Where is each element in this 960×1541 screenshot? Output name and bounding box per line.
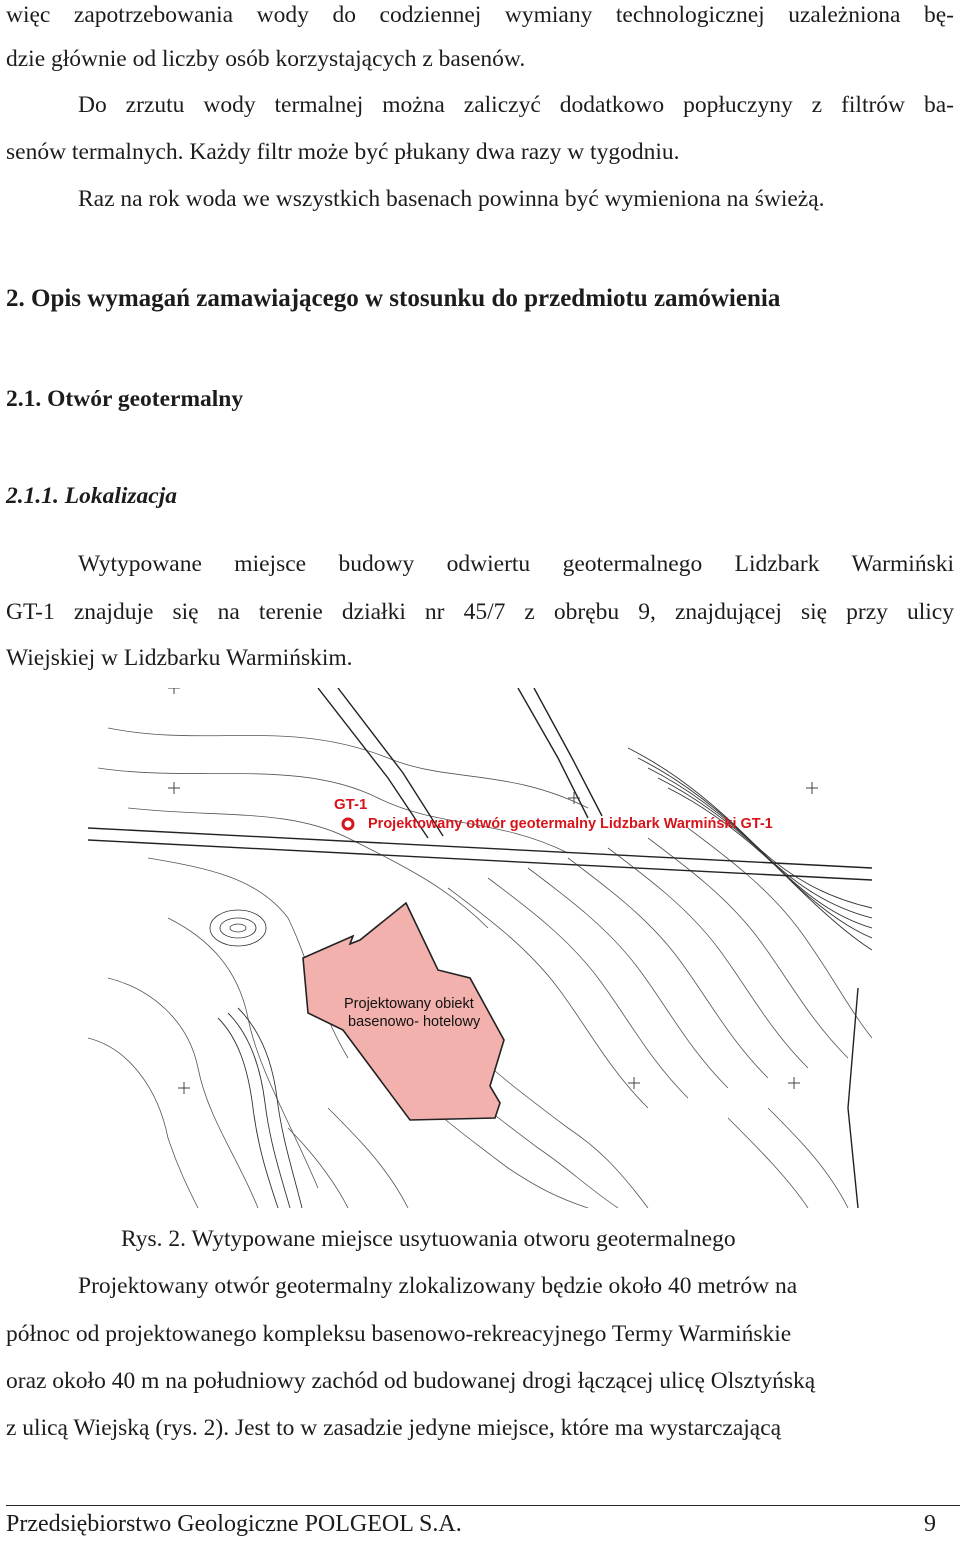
subsection-heading: 2.1. Otwór geotermalny: [6, 386, 244, 412]
text-line: Projektowany otwór geotermalny zlokalizowany będzie około 40 metrów na: [78, 1273, 798, 1299]
text-line: więc zapotrzebowania wody do codziennej wymiany technologicznej uzależniona bę-: [6, 2, 954, 28]
site-map-figure: [88, 688, 872, 1208]
text-line: Wytypowane miejsce budowy odwiertu geotermalnego Lidzbark Warmiński: [78, 551, 954, 577]
text-line: Raz na rok woda we wszystkich basenach powinna być wymieniona na świeżą.: [78, 186, 825, 212]
site-map-drawing: [88, 688, 872, 1208]
subsubsection-heading: 2.1.1. Lokalizacja: [6, 483, 178, 509]
footer-divider: [6, 1505, 960, 1506]
text-line: z ulicą Wiejską (rys. 2). Jest to w zasadzie jedyne miejsce, które ma wystarczającą: [6, 1415, 782, 1441]
well-description-label: Projektowany otwór geotermalny Lidzbark Warmiński GT-1: [368, 816, 773, 832]
figure-caption: Rys. 2. Wytypowane miejsce usytuowania otworu geotermalnego: [121, 1226, 736, 1252]
text-line: Wiejskiej w Lidzbarku Warmińskim.: [6, 645, 353, 671]
section-heading: 2. Opis wymagań zamawiającego w stosunku do przedmiotu zamówienia: [6, 285, 781, 312]
contour-lines: [88, 728, 872, 1208]
text-line: senów termalnych. Każdy filtr może być płukany dwa razy w tygodniu.: [6, 139, 680, 165]
road-lines: [88, 688, 872, 1208]
building-label-line1: Projektowany obiekt: [344, 996, 474, 1012]
well-id-label: GT-1: [334, 796, 368, 813]
page-number: 9: [924, 1511, 936, 1537]
well-marker-icon: [343, 819, 353, 829]
text-line: GT-1 znajduje się na terenie działki nr 45/7 z obrębu 9, znajdującej się przy ulicy: [6, 599, 954, 625]
footer-company: Przedsiębiorstwo Geologiczne POLGEOL S.A.: [6, 1511, 462, 1537]
text-line: oraz około 40 m na południowy zachód od budowanej drogi łączącej ulicę Olsztyńską: [6, 1368, 816, 1394]
text-line: północ od projektowanego kompleksu basenowo-rekreacyjnego Termy Warmińskie: [6, 1321, 792, 1347]
text-line: Do zrzutu wody termalnej można zaliczyć dodatkowo popłuczyny z filtrów ba-: [78, 92, 954, 118]
building-label-line2: basenowo- hotelowy: [348, 1014, 481, 1030]
text-line: dzie głównie od liczby osób korzystających z basenów.: [6, 46, 526, 72]
hill-feature: [210, 910, 266, 946]
